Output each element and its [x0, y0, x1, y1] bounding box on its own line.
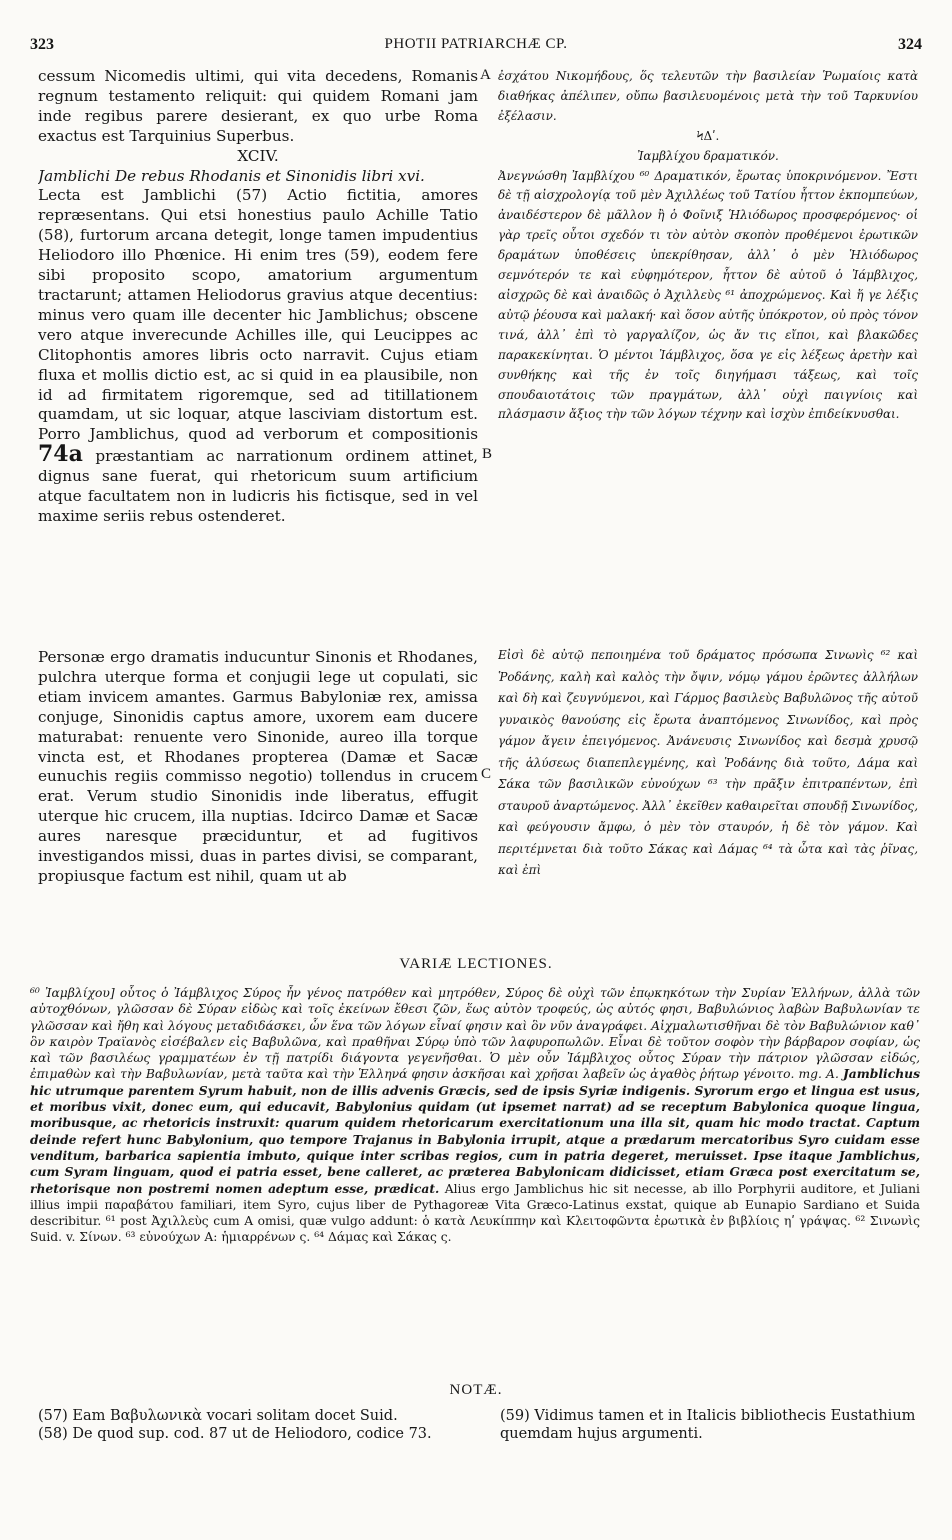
running-title: PHOTII PATRIARCHÆ CP. [384, 36, 568, 52]
notae-left [38, 1408, 478, 1444]
section-subtitle-greek: Ἰαμβλίχου δραματικόν. [637, 148, 779, 163]
margin-letter-b: B [482, 446, 493, 462]
greek-column-bottom [498, 645, 918, 945]
variae-lectiones-heading: VARIÆ LECTIONES. [399, 956, 553, 972]
latin-body [38, 186, 478, 526]
greek-narrative: Εἰσὶ δὲ αὐτῷ πεποιημένα τοῦ δράματος πρόσωπα Σινωνὶς ⁶² καὶ Ῥοδάνης, καλὴ καὶ καλὸς τὴν ὄψιν, νόμῳ γάμου ἐρῶντες ἀλλήλων καὶ δὴ καὶ ζευγνύμενοι, καὶ Γάρμος βασιλεὺς Βαβυλῶνος τῆς αὐτοῦ γυναικὸς θανούσης εἰς ἔρωτα ἀναπτόμενος Σινωνίδος, καὶ πρὸς γάμον ἄγειν ἐπειγόμενος. Ἀνάνευσις Σινωνίδος καὶ δεσμὰ χρυσῷ τῆς ἁλύσεως διαπεπλεγμένης, καὶ Ῥοδάνης διὰ τοῦτο, Δάμα καὶ Σάκα τῶν βασιλικῶν εὐνούχων ⁶³ τὴν πρᾶξιν ἐπιτραπέντων, ἐπὶ σταυροῦ ἀναρτώμενος. Ἀλλ᾽ ἐκεῖθεν καθαιρεῖται σπουδῇ Σινωνίδος, καὶ φεύγουσιν ἄμφω, ὁ μὲν τὸν σταυρόν, ἡ δὲ τὸν γάμον. Καὶ περιτέμνεται διὰ τοῦτο Σάκας καὶ Δάμας ⁶⁴ τὰ ὦτα καὶ τὰς ῥῖνας, καὶ ἐπὶ [498, 648, 918, 877]
folio-marker: 74a [38, 441, 83, 468]
page-number-right: 324 [898, 36, 922, 53]
section-number-latin: XCIV. [237, 146, 279, 165]
margin-letter-c: C [481, 766, 492, 782]
note-58: (58) De quod sup. cod. 87 ut de Heliodoro, codice 73. [38, 1425, 432, 1442]
notae-heading: NOTÆ. [449, 1382, 503, 1398]
greek-intro: ἐσχάτου Νικομήδους, ὅς τελευτῶν τὴν βασιλείαν Ῥωμαίοις κατὰ διαθήκας ἀπέλιπεν, οὔπω βασιλευομένοις μετὰ τὴν τοῦ Ταρκυνίου ἐξέλασιν. [498, 69, 918, 123]
running-header [30, 36, 922, 60]
page-number-left: 323 [30, 36, 54, 53]
latin-column-top [38, 67, 478, 657]
latin-narrative: Personæ ergo dramatis inducuntur Sinonis et Rhodanes, pulchra uterque forma et conjugii lege ut copulati, sic etiam invicem amantes. Garmus Babyloniæ rex, amissa conjuge, Sinonidis captus amore, uxorem eam ducere maturabat: renuente vero Sinonide, aureo illa torque vincta est, et Rhodanes propterea (Damæ et Sacæ eunuchis regiis commisso negotio) tollendus in crucem erat. Verum studio Sinonidis inde liberatus, effugit uterque hic crucem, illa nuptias. Idcirco Damæ et Sacæ aures naresque præciduntur, et ad fugitivos investigandos missi, duas in partes divisi, se comparant, propiusque factum est nihil, quam ut ab [38, 648, 478, 885]
latin-column-bottom [38, 648, 478, 948]
latin-body-a: Lecta est Jamblichi (57) Actio fictitia, amores repræsentans. Qui etsi honestius paulo Achille Tatio (58), furtorum arcana detegit, longe tamen impudentius Heliodoro illo Phœnice. Hi enim tres (59), eodem fere sibi proposito scopo, amatorium argumentum tractarunt; attamen Heliodorus gravius atque decentius: minus vero quam ille decenter hic Jamblichus; obscene vero atque inverecunde Achilles ille, qui Leucippes ac Clitophontis amores libris octo narravit. Cujus etiam fluxa et mollis dictio est, ac si quid in ea plausibile, non id ad firmitatem rigoremque, sed ad titillationem quamdam, ut sic loquar, atque lasciviam distortum est. Porro Jamblichus, quod ad verborum et compositionis [38, 186, 478, 444]
notae-right [500, 1408, 920, 1444]
greek-body: Ἀνεγνώσθη Ἰαμβλίχου ⁶⁰ Δραματικόν, ἔρωτας ὑποκρινόμενον. Ἔστι δὲ τῇ αἰσχρολογίᾳ τοῦ μὲν Ἀχιλλέως τοῦ Τατίου ἧττον ἐκπομπεύων, ἀναιδέστερον δὲ μᾶλλον ἢ ὁ Φοῖνιξ Ἡλιόδωρος προσφερόμενος· οἱ γὰρ τρεῖς οὗτοι σχεδόν τι τὸν αὐτὸν σκοπὸν προθέμενοι ἐρωτικῶν δραμάτων ὑποθέσεις ὑπεκρίθησαν, ἀλλ᾽ ὁ μὲν Ἡλιόδωρος σεμνότερόν τε καὶ εὐφημότερον, ἧττον δὲ αὐτοῦ ὁ Ἰάμβλιχος, αἰσχρῶς δὲ καὶ ἀναιδῶς ὁ Ἀχιλλεὺς ⁶¹ ἀποχρώμενος. Καὶ ἥ γε λέξις αὐτῷ ῥέουσα καὶ μαλακή· καὶ ὅσον αὐτῆς ὑπόκροτον, οὐ πρὸς τόνον τινά, ἀλλ᾽ ἐπὶ τὸ γαργαλίζον, ὡς ἄν τις εἴποι, καὶ βλακῶδες παρακεκίνηται. Ὁ μέντοι Ἰάμβλιχος, ὅσα γε εἰς λέξεως ἀρετὴν καὶ συνθήκης καὶ τῆς ἐν τοῖς διηγήμασι τάξεως, καὶ τοῖς σπουδαιοτάτοις τῶν πραγμάτων, ἀλλ᾽ οὐχὶ παιγνίοις καὶ πλάσμασιν ἄξιος τὴν τῶν λόγων τέχνην καὶ ἰσχὺν ἐπιδείκνυσθαι. [498, 168, 918, 422]
margin-letter-a: A [480, 67, 491, 83]
section-subtitle-latin: Jamblichi De rebus Rhodanis et Sinonidis libri xvi. [38, 166, 425, 185]
latin-body-b: præstantiam ac narrationum ordinem attinet, dignus sane fuerat, qui rhetoricum suum artificium atque facultatem non in ludicris his fictisque, sed in vel maxime seriis rebus ostenderet. [38, 447, 478, 525]
section-number-greek: ϞΔʹ. [696, 128, 720, 143]
variae-tail: Alius ergo Jamblichus hic sit necesse, ab illo Porphyrii auditore, et Juliani illius impii παραβάτου familiari, item Syro, cujus liber de Pythagoreæ Vita Græco-Latinus exstat, quique ab Eunapio Sardiano et Suida describitur. ⁶¹ post Ἀχιλλεὺς cum A omisi, quæ vulgo addunt: ὁ κατὰ Λευκίππην καὶ Κλειτοφῶντα ἐρωτικὰ ἐν βιβλίοις ηʹ γράψας. ⁶² Σινωνὶς Suid. v. Σίνων. ⁶³ εὐνούχων A: ἡμιαρρένων ς. ⁶⁴ Δάμας καὶ Σάκας ς. [30, 1181, 920, 1245]
variae-lectiones [30, 985, 920, 1375]
greek-column-top [498, 67, 918, 657]
variae-latin: Jamblichus hic utrumque parentem Syrum habuit, non de illis advenis Græcis, sed de ipsis Syriæ indigenis. Syrorum ergo et lingua est usus, et moribus vixit, donec eum, qui educavit, Babylonius quidam (ut ipsemet narrat) ad se receptum Babylonica quoque lingua, moribusque, ac rhetoricis instruxit: quarum quidem rhetoricarum exercitationum una illa sit, quam hic modo tractat. Captum deinde refert hunc Babylonium, quo tempore Trajanus in Babylonia irrupit, atque a prædarum mercatoribus Syro cuidam esse venditum, barbarica sapientia imbuto, quique inter scribas regios, cum in patria degeret, meruisset. Ipse itaque Jamblichus, cum Syram linguam, quod ei patria esset, bene calleret, ac præterea Babylonicam didicisset, etiam Græca post exercitatum se, rhetorisque non postremi nomen adeptum esse, prædicat. [30, 1066, 920, 1196]
note-57: (57) Eam Βαβυλωνικὰ vocari solitam docet Suid. [38, 1408, 398, 1424]
note-59: (59) Vidimus tamen et in Italicis bibliothecis Eustathium quemdam hujus argumenti. [500, 1408, 916, 1442]
latin-intro: cessum Nicomedis ultimi, qui vita decedens, Romanis regnum testamento reliquit: qui quidem Romani jam inde regibus parere desierant, ex quo urbe Roma exactus est Tarquinius Superbus. [38, 67, 478, 145]
variae-greek: ⁶⁰ Ἰαμβλίχου] οὗτος ὁ Ἰάμβλιχος Σύρος ἦν γένος πατρόθεν καὶ μητρόθεν, Σύρος δὲ οὐχὶ τῶν ἐπῳκηκότων τὴν Συρίαν Ἑλλήνων, ἀλλὰ τῶν αὐτοχθόνων, γλῶσσαν δὲ Σύραν εἰδὼς καὶ τοῖς ἐκείνων ἔθεσι ζῶν, ἕως αὐτὸν τροφεύς, ὡς αὐτός φησι, Βαβυλώνιος λαβὼν Βαβυλωνίαν τε γλῶσσαν καὶ ἤθη καὶ λόγους μεταδιδάσκει, ὧν ἕνα τῶν λόγων εἶναί φησιν καὶ ὃν νῦν ἀναγράφει. Αἰχμαλωτισθῆναι δὲ τὸν Βαβυλώνιον καθ᾽ ὃν καιρὸν Τραϊανὸς εἰσέβαλεν εἰς Βαβυλῶνα, καὶ πραθῆναι Σύρῳ ὑπὸ τῶν λαφυροπωλῶν. Εἶναι δὲ τοῦτον σοφὸν τὴν βάρβαρον σοφίαν, ὡς καὶ τῶν βασιλέως γραμματέων ἐν τῇ πατρίδι διάγοντα γεγενῆσθαι. Ὁ μὲν οὖν Ἰάμβλιχος οὗτος Σύραν τὴν πάτριον γλῶσσαν εἰδώς, ἐπιμαθὼν καὶ τὴν Βαβυλωνίαν, μετὰ ταῦτα καὶ τὴν Ἑλληνά φησιν ἀσκῆσαι καὶ χρῆσαι λαβεῖν ὡς ἀγαθὸς ῥήτωρ γένοιτο. mg. A. [30, 986, 920, 1082]
